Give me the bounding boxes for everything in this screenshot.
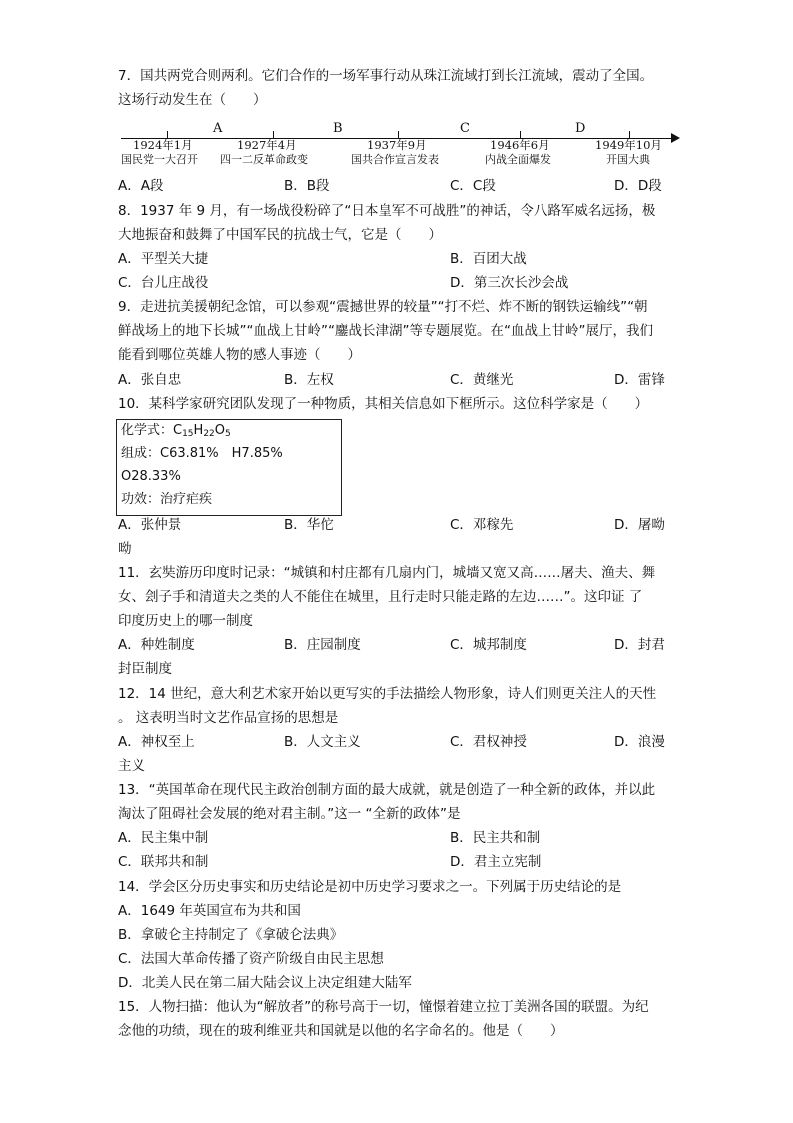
timeline-event: 国民党一大召开 xyxy=(121,153,198,166)
timeline-date: 1927年4月 xyxy=(237,138,297,152)
q10-option-a[interactable]: A．张仲景 xyxy=(118,517,182,533)
formula-element: H xyxy=(193,423,204,438)
q15-stem-line2: 念他的功绩，现在的玻利维亚共和国就是以他的名字命名的。他是（ ） xyxy=(118,1023,564,1039)
q9-stem-line2: 鲜战场上的地下长城”“血战上甘岭”“鏖战长津湖”等专题展览。在“血战上甘岭”展厅，我们 xyxy=(118,323,653,339)
timeline-date: 1946年6月 xyxy=(490,138,550,152)
q11-option-c[interactable]: C．城邦制度 xyxy=(450,637,527,653)
q9-option-d[interactable]: D．雷锋 xyxy=(614,372,665,388)
q13-option-a[interactable]: A．民主集中制 xyxy=(118,830,209,846)
q14-option-a[interactable]: A．1649 年英国宣布为共和国 xyxy=(118,903,301,919)
timeline-segment-a: A xyxy=(213,121,223,136)
timeline-event: 内战全面爆发 xyxy=(485,153,551,166)
timeline-tick xyxy=(520,131,521,138)
q7-option-a[interactable]: A．A段 xyxy=(118,178,164,194)
q7-stem-line2: 这场行动发生在（ ） xyxy=(118,92,267,108)
composition-line: 组成：C63.81% H7.85% xyxy=(121,446,283,461)
q11-stem-line1: 11．玄奘游历印度时记录：“城镇和村庄都有几扇内门，城墙又宽又高……屠夫、渔夫、舞 xyxy=(118,565,656,581)
timeline-event: 国共合作宣言发表 xyxy=(351,153,439,166)
q14-stem-line1: 14．学会区分历史事实和历史结论是初中历史学习要求之一。下列属于历史结论的是 xyxy=(118,879,622,895)
timeline-date: 1937年9月 xyxy=(367,138,427,152)
q13-stem-line2: 淘汰了阻碍社会发展的绝对君主制。”这一 “全新的政体”是 xyxy=(118,806,461,822)
q7-option-b[interactable]: B．B段 xyxy=(284,178,330,194)
q12-option-b[interactable]: B．人文主义 xyxy=(284,734,361,750)
q12-option-a[interactable]: A．神权至上 xyxy=(118,734,195,750)
formula-line xyxy=(121,422,231,443)
formula-label: 化学式：C xyxy=(121,423,183,438)
q11-stem-line3: 印度历史上的哪一制度 xyxy=(118,613,253,629)
q14-option-c[interactable]: C．法国大革命传播了资产阶级自由民主思想 xyxy=(118,951,384,967)
q12-stem-line1: 12．14 世纪，意大利艺术家开始以更写实的手法描绘人物形象，诗人们则更关注人的天性 xyxy=(118,686,657,702)
q13-option-b[interactable]: B．民主共和制 xyxy=(450,830,541,846)
timeline-segment-c: C xyxy=(460,121,470,136)
formula-subscript: 5 xyxy=(225,429,231,439)
timeline-event: 四一二反革命政变 xyxy=(220,153,308,166)
q10-option-b[interactable]: B．华佗 xyxy=(284,517,334,533)
q11-stem-line2: 女、刽子手和清道夫之类的人不能住在城里，且行走时只能走路的左边……”。这印证 了 xyxy=(118,589,643,605)
q11-option-d[interactable]: D．封君 xyxy=(614,637,665,653)
formula-element: O xyxy=(214,423,225,438)
composition-line: O28.33% xyxy=(121,469,181,484)
timeline-segment-d: D xyxy=(575,121,586,136)
q12-stem-line2: 。 这表明当时文艺作品宣扬的思想是 xyxy=(118,710,339,726)
q8-option-a[interactable]: A．平型关大捷 xyxy=(118,251,209,267)
q10-stem-line1: 10．某科学家研究团队发现了一种物质，其相关信息如下框所示。这位科学家是（ ） xyxy=(118,396,649,412)
timeline-date: 1924年1月 xyxy=(133,138,193,152)
q9-option-c[interactable]: C．黄继光 xyxy=(450,372,514,388)
q13-stem-line1: 13．“英国革命在现代民主政治创制方面的最大成就，就是创造了一种全新的政体，并以此 xyxy=(118,782,656,798)
q7-stem-line1: 7．国共两党合则两利。它们合作的一场军事行动从珠江流域打到长江流域，震动了全国。 xyxy=(118,68,654,84)
q8-option-b[interactable]: B．百团大战 xyxy=(450,251,527,267)
q12-option-c[interactable]: C．君权神授 xyxy=(450,734,527,750)
q8-option-d[interactable]: D．第三次长沙会战 xyxy=(450,275,569,291)
q12-option-d[interactable]: D．浪漫 xyxy=(614,734,665,750)
q7-option-c[interactable]: C．C段 xyxy=(450,178,496,194)
q9-option-b[interactable]: B．左权 xyxy=(284,372,334,388)
q10-option-d[interactable]: D．屠呦 xyxy=(614,517,665,533)
q13-option-d[interactable]: D．君主立宪制 xyxy=(450,854,542,870)
timeline-date: 1949年10月 xyxy=(595,138,662,152)
q11-option-a[interactable]: A．种姓制度 xyxy=(118,637,195,653)
timeline-event: 开国大典 xyxy=(606,153,650,166)
formula-subscript: 22 xyxy=(203,429,215,439)
timeline-tick xyxy=(398,131,399,138)
q9-stem-line3: 能看到哪位英雄人物的感人事迹（ ） xyxy=(118,347,361,363)
q10-option-d-wrap: 呦 xyxy=(118,541,132,557)
q15-stem-line1: 15．人物扫描：他认为“解放者”的称号高于一切，憧憬着建立拉丁美洲各国的联盟。为纪 xyxy=(118,999,649,1015)
q8-option-c[interactable]: C．台儿庄战役 xyxy=(118,275,209,291)
effect-line: 功效：治疗疟疾 xyxy=(121,492,213,507)
q14-option-b[interactable]: B．拿破仑主持制定了《拿破仑法典》 xyxy=(118,927,344,943)
q9-option-a[interactable]: A．张自忠 xyxy=(118,372,182,388)
q12-option-d-wrap: 主义 xyxy=(118,758,145,774)
q11-option-b[interactable]: B．庄园制度 xyxy=(284,637,361,653)
timeline-segment-b: B xyxy=(333,121,343,136)
timeline-tick xyxy=(273,131,274,138)
q8-stem-line2: 大地振奋和鼓舞了中国军民的抗战士气，它是（ ） xyxy=(118,227,442,243)
q7-option-d[interactable]: D．D段 xyxy=(614,178,662,194)
q11-option-d-wrap: 封臣制度 xyxy=(118,661,172,677)
q8-stem-line1: 8．1937 年 9 月，有一场战役粉碎了“日本皇军不可战胜”的神话，令八路军威名远扬，极 xyxy=(118,203,656,219)
q14-option-d[interactable]: D．北美人民在第二届大陆会议上决定组建大陆军 xyxy=(118,975,412,991)
timeline-arrow xyxy=(671,133,680,143)
timeline-tick xyxy=(167,131,168,138)
q13-option-c[interactable]: C．联邦共和制 xyxy=(118,854,209,870)
formula-subscript: 15 xyxy=(182,429,194,439)
q10-option-c[interactable]: C．邓稼先 xyxy=(450,517,514,533)
q9-stem-line1: 9．走进抗美援朝纪念馆，可以参观“震撼世界的较量”“打不烂、炸不断的钢铁运输线”“朝 xyxy=(118,299,648,315)
timeline-tick xyxy=(629,131,630,138)
q10-info-box xyxy=(116,419,342,516)
q7-timeline xyxy=(121,122,681,172)
